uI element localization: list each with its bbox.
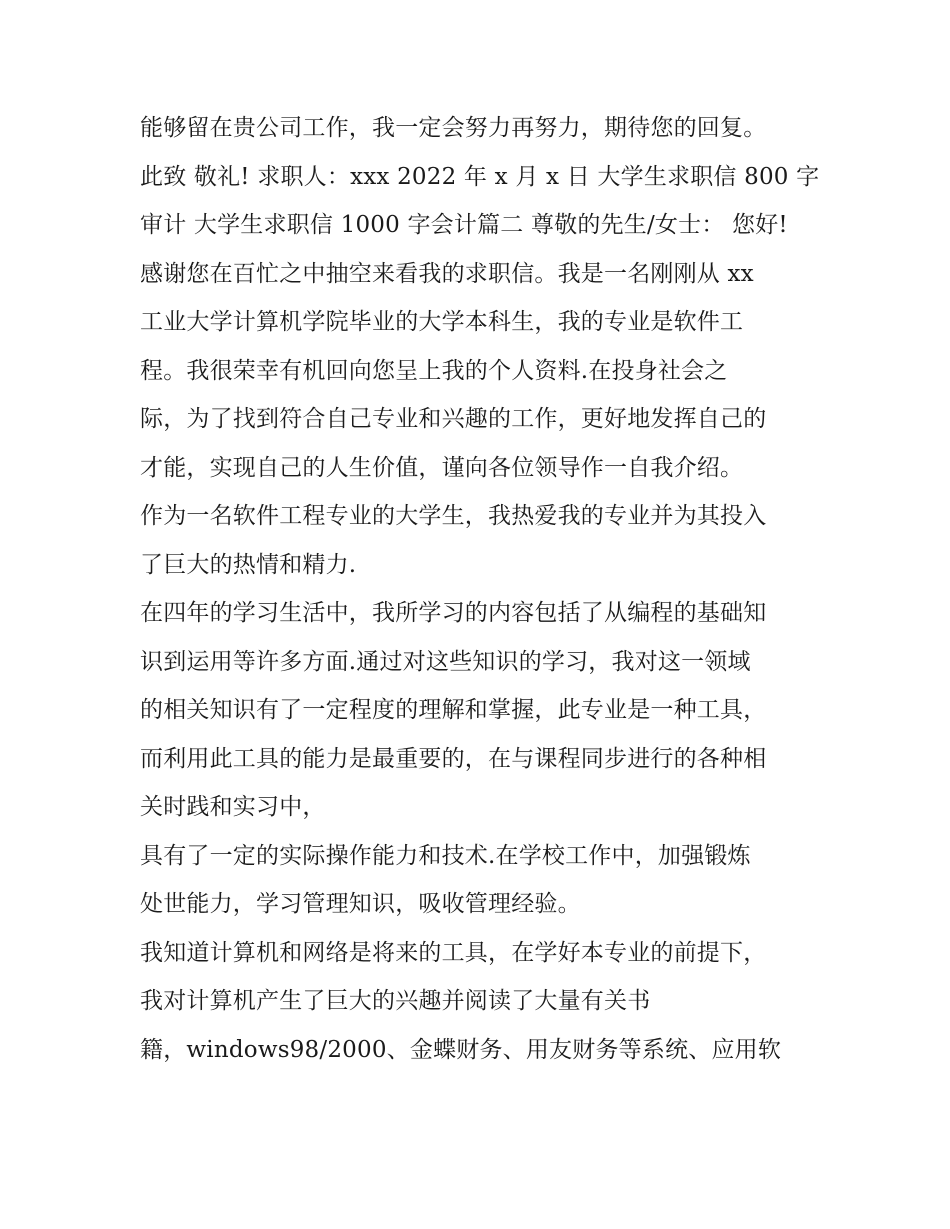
text-line: 我对计算机产生了巨大的兴趣并阅读了大量有关书 bbox=[140, 988, 651, 1014]
text-line: 程。我很荣幸有机回向您呈上我的个人资料.在投身社会之 bbox=[140, 357, 728, 384]
body-text bbox=[140, 104, 840, 1074]
text-line: 的相关知识有了一定程度的理解和掌握，此专业是一种工具， bbox=[140, 697, 767, 723]
text-line: 处世能力，学习管理知识，吸收管理经验。 bbox=[140, 891, 581, 917]
text-line: 了巨大的热情和精力. bbox=[140, 551, 357, 578]
text-line: 能够留在贵公司工作，我一定会努力再努力，期待您的回复。 bbox=[140, 115, 767, 141]
text-line: 才能，实现自己的人生价值，谨向各位领导作一自我介绍。 bbox=[140, 454, 744, 481]
text-line: 我知道计算机和网络是将来的工具，在学好本专业的前提下， bbox=[140, 939, 767, 966]
text-line: 关时践和实习中， bbox=[140, 794, 326, 820]
text-line: 感谢您在百忙之中抽空来看我的求职信。我是一名刚刚从 xx bbox=[140, 260, 754, 287]
text-line: 际，为了找到符合自己专业和兴趣的工作，更好地发挥自己的 bbox=[140, 406, 767, 432]
text-line: 作为一名软件工程专业的大学生，我热爱我的专业并为其投入 bbox=[140, 503, 767, 529]
text-line: 识到运用等许多方面.通过对这些知识的学习，我对这一领域 bbox=[140, 648, 751, 675]
text-line: 具有了一定的实际操作能力和技术.在学校工作中，加强锻炼 bbox=[140, 842, 751, 869]
text-line: 审计 大学生求职信 1000 字会计篇二 尊敬的先生/女士： 您好! bbox=[140, 212, 788, 238]
text-line: 此致 敬礼! 求职人：xxx 2022 年 x 月 x 日 大学生求职信 800 字 bbox=[140, 163, 820, 190]
text-line: 而利用此工具的能力是最重要的，在与课程同步进行的各种相 bbox=[140, 745, 767, 772]
text-line: 在四年的学习生活中，我所学习的内容包括了从编程的基础知 bbox=[140, 600, 767, 626]
text-line: 籍，windows98/2000、金蝶财务、用友财务等系统、应用软 bbox=[140, 1036, 782, 1063]
text-line: 工业大学计算机学院毕业的大学本科生，我的专业是软件工 bbox=[140, 309, 744, 335]
